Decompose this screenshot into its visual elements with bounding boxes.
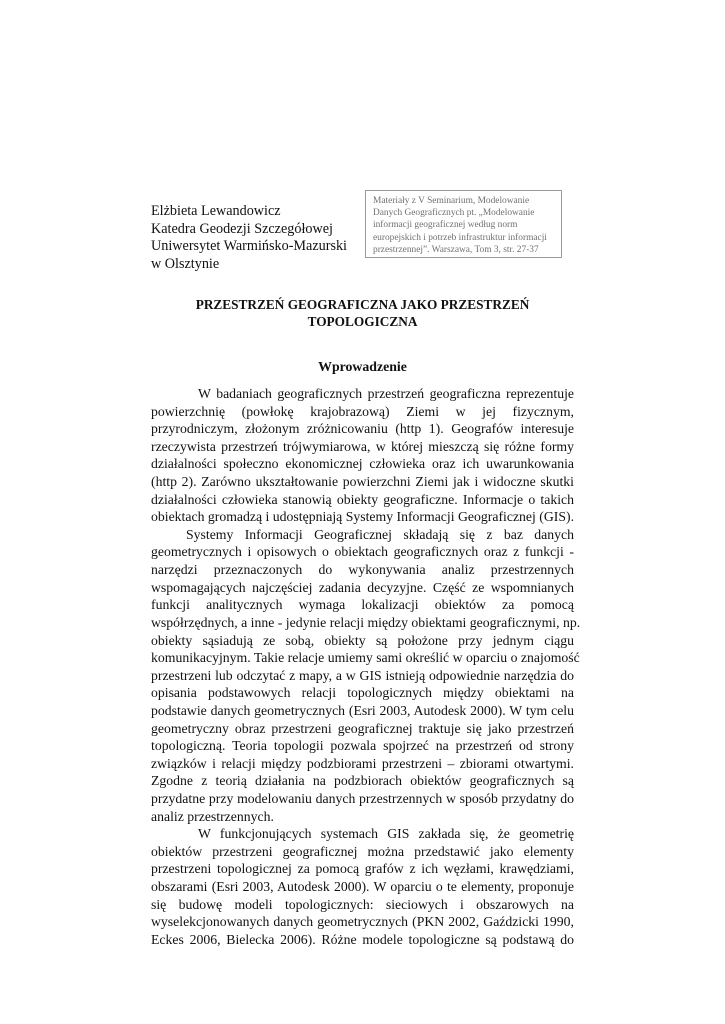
text-line: topologiczną. Teoria topologii pozwala spojrzeć na przestrzeń od strony: [151, 738, 574, 754]
text-line: Zgodne z teorią działania na podzbiorach obiektów geograficznych są: [151, 773, 574, 789]
text-line: Eckes 2006, Bielecka 2006). Różne modele topologiczne są podstawą do: [151, 931, 574, 947]
text-line: komunikacyjnym. Takie relacje umiemy sami określić w oparciu o znajomość: [151, 650, 580, 666]
text-line: geometryczny obraz przestrzeni geograficznej traktuje się jako przestrzeń: [151, 720, 574, 736]
title-line: TOPOLOGICZNA: [307, 314, 418, 329]
text-line: przyrodniczym, złożonym zróżnicowaniu (http 1). Geografów interesuje: [151, 421, 574, 437]
source-citation-box: [365, 190, 562, 258]
source-line: Danych Geograficznych pt. „Modelowanie: [373, 208, 535, 219]
paragraph: [151, 526, 581, 825]
text-line: funkcji analitycznych wymaga lokalizacji obiektów za pomocą: [151, 597, 574, 613]
paragraph: [151, 385, 574, 526]
author-university: Uniwersytet Warmińsko-Mazurski: [151, 238, 347, 255]
author-department: Katedra Geodezji Szczegółowej: [151, 220, 333, 237]
text-line: narzędzi przeznaczonych do wykonywania analiz przestrzennych: [151, 562, 574, 578]
text-line: podstawie danych geometrycznych (Esri 2003, Autodesk 2000). W tym celu: [151, 702, 574, 718]
text-line: analiz przestrzennych.: [151, 808, 274, 824]
text-line: przestrzeni lub odczytać z mapy, a w GIS istnieją odpowiednie narzędzia do: [151, 667, 574, 683]
text-line: wyselekcjonowanych danych geometrycznych (PKN 2002, Gaździcki 1990,: [151, 914, 574, 930]
text-line: działalności społeczno ekonomicznej człowieka oraz ich uwarunkowania: [151, 456, 574, 472]
text-line: związków i relacji między podzbiorami przestrzeni – zbiorami otwartymi.: [151, 755, 574, 771]
title-line: PRZESTRZEŃ GEOGRAFICZNA JAKO PRZESTRZEŃ: [195, 297, 530, 312]
text-line: obszarami (Esri 2003, Autodesk 2000). W oparciu o te elementy, proponuje: [151, 879, 574, 895]
text-line: przestrzeni topologicznej za pomocą grafów z ich węzłami, krawędziami,: [151, 861, 574, 877]
author-block: [151, 203, 347, 274]
text-line: (http 2). Zarówno ukształtowanie powierzchni Ziemi jak i widoczne skutki: [151, 474, 574, 490]
author-city: w Olsztynie: [151, 256, 220, 273]
section-heading: Wprowadzenie: [318, 359, 407, 374]
source-line: przestrzennej”. Warszawa, Tom 3, str. 27-37: [373, 244, 539, 255]
text-line: Systemy Informacji Geograficznej składają się z baz danych: [186, 526, 574, 542]
text-line: się budowę modeli topologicznych: sieciowych i obszarowych na: [151, 896, 574, 912]
body-text: [151, 385, 581, 949]
text-line: obiektach gromadzą i udostępniają Systemy Informacji Geograficznej (GIS).: [151, 509, 575, 525]
text-line: W funkcjonujących systemach GIS zakłada się, że geometrię: [198, 826, 574, 842]
source-line: Materiały z V Seminarium, Modelowanie: [373, 196, 530, 206]
author-name: Elżbieta Lewandowicz: [151, 203, 281, 219]
text-line: wspomagających najczęściej zadania decyzyjne. Część ze wspomnianych: [151, 579, 574, 595]
text-line: obiektów przestrzeni geograficznej można przedstawić jako elementy: [151, 843, 574, 859]
text-line: obiekty sąsiadują ze sobą, obiekty są położone przy jednym ciągu: [151, 632, 574, 648]
source-line: informacji geograficznej według norm: [373, 220, 518, 231]
text-line: geometrycznych i opisowych o obiektach geograficznych oraz z funkcji -: [151, 544, 574, 560]
source-line: europejskich i potrzeb infrastruktur informacji: [373, 232, 547, 243]
text-line: działalności człowieka stanowią obiekty geograficzne. Informacje o takich: [151, 491, 574, 507]
text-line: powierzchnię (powłokę krajobrazową) Ziemi w jej fizycznym,: [151, 403, 574, 419]
text-line: przydatne przy modelowaniu danych przestrzennych w sposób przydatny do: [151, 791, 574, 807]
paper-title: [151, 296, 574, 330]
text-line: W badaniach geograficznych przestrzeń geograficzna reprezentuje: [198, 386, 574, 401]
text-line: rzeczywista przestrzeń trójwymiarowa, w której mieszczą się różne formy: [151, 438, 574, 454]
text-line: współrzędnych, a inne - jedynie relacji między obiektami geograficznymi, np.: [151, 614, 581, 630]
paragraph: [151, 825, 574, 948]
text-line: opisania podstawowych relacji topologicznych między obiektami na: [151, 685, 574, 701]
